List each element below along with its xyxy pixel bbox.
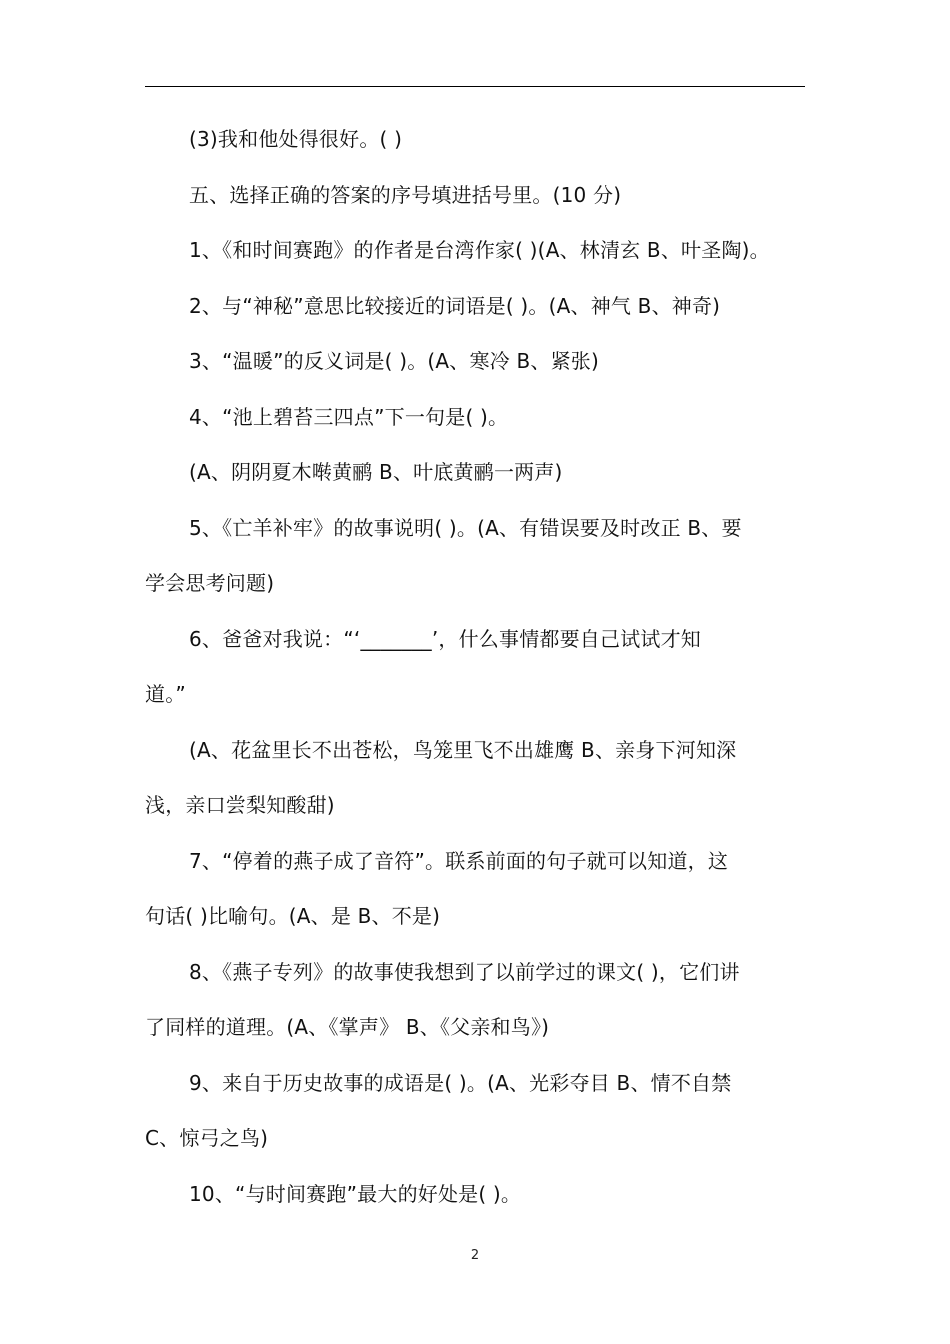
question-4: 4、“池上碧苔三四点”下一句是( )。	[189, 404, 509, 429]
header-rule	[145, 86, 805, 87]
question-8: 8、《燕子专列》的故事使我想到了以前学过的课文( )，它们讲	[189, 959, 740, 984]
question-6-options: (A、花盆里长不出苍松，鸟笼里飞不出雄鹰 B、亲身下河知深	[189, 737, 737, 762]
question-6-continued: 道。”	[145, 682, 186, 706]
question-4-options: (A、阴阴夏木啭黄鹂 B、叶底黄鹂一两声)	[189, 460, 563, 484]
question-5: 5、《亡羊补牢》的故事说明( )。(A、有错误要及时改正 B、要	[189, 515, 742, 540]
question-5-continued: 学会思考问题)	[145, 571, 275, 595]
question-6: 6、爸爸对我说：“‘_______’，什么事情都要自己试试才知	[189, 626, 702, 651]
document-body	[145, 112, 810, 1222]
section-five-heading: 五、选择正确的答案的序号填进括号里。(10 分)	[189, 182, 622, 207]
question-9-continued: C、惊弓之鸟)	[145, 1126, 269, 1150]
question-10: 10、“与时间赛跑”最大的好处是( )。	[189, 1181, 522, 1206]
page-number: 2	[470, 1248, 480, 1263]
question-7-continued: 句话( )比喻句。(A、是 B、不是)	[145, 904, 441, 928]
question-7: 7、“停着的燕子成了音符”。联系前面的句子就可以知道，这	[189, 848, 729, 873]
question-6-options-continued: 浅，亲口尝梨知酸甜)	[145, 793, 335, 817]
question-3: 3、“温暖”的反义词是( )。(A、寒冷 B、紧张)	[189, 349, 599, 373]
question-9: 9、来自于历史故事的成语是( )。(A、光彩夺目 B、情不自禁	[189, 1070, 732, 1095]
answer-line-3: (3)我和他处得很好。( )	[189, 127, 403, 151]
question-2: 2、与“神秘”意思比较接近的词语是( )。(A、神气 B、神奇)	[189, 293, 721, 318]
question-1: 1、《和时间赛跑》的作者是台湾作家( )(A、林清玄 B、叶圣陶)。	[189, 238, 770, 262]
question-8-continued: 了同样的道理。(A、《掌声》 B、《父亲和鸟》)	[145, 1015, 550, 1039]
